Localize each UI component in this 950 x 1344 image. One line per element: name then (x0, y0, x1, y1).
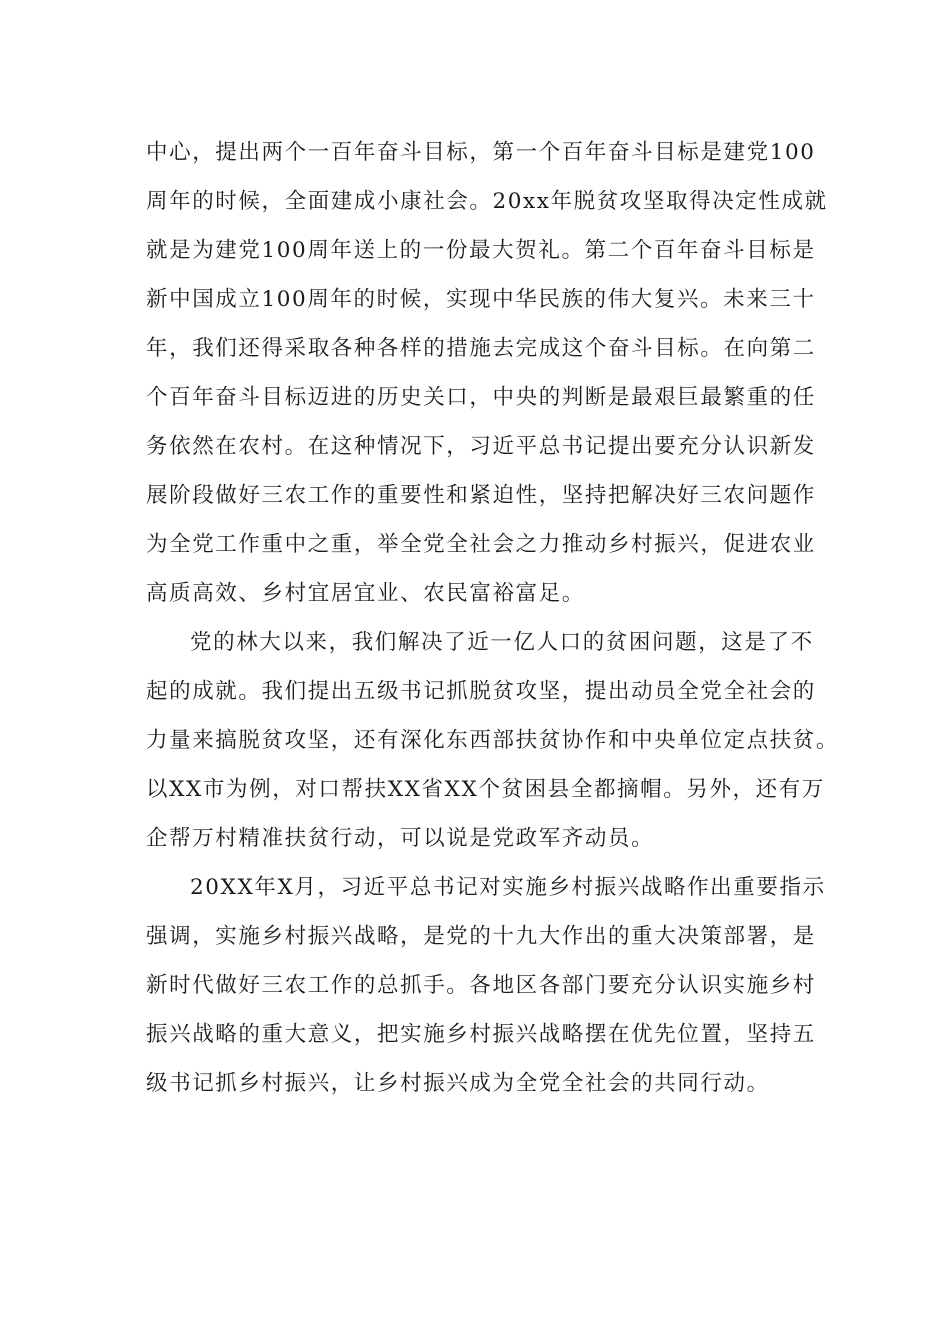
text-line: 20XX年X月，习近平总书记对实施乡村振兴战略作出重要指示 (190, 875, 826, 900)
paragraph-2 (146, 618, 840, 863)
document-body (146, 128, 840, 1108)
text-line: 企帮万村精准扶贫行动，可以说是党政军齐动员。 (146, 826, 655, 851)
text-line: 周年的时候，全面建成小康社会。20xx年脱贫攻坚取得决定性成就 (146, 189, 828, 214)
text-line: 高质高效、乡村宜居宜业、农民富裕富足。 (146, 581, 585, 606)
text-line: 为全党工作重中之重，举全党全社会之力推动乡村振兴，促进农业 (146, 532, 816, 557)
text-line: 个百年奋斗目标迈进的历史关口，中央的判断是最艰巨最繁重的任 (146, 385, 816, 410)
text-line: 新时代做好三农工作的总抓手。各地区各部门要充分认识实施乡村 (146, 973, 816, 998)
text-line: 就是为建党100周年送上的一份最大贺礼。第二个百年奋斗目标是 (146, 238, 816, 263)
text-line: 级书记抓乡村振兴，让乡村振兴成为全党全社会的共同行动。 (146, 1071, 770, 1096)
text-line: 年，我们还得采取各种各样的措施去完成这个奋斗目标。在向第二 (146, 336, 816, 361)
paragraph-1 (146, 128, 828, 618)
text-line: 以XX市为例，对口帮扶XX省XX个贫困县全都摘帽。另外，还有万 (146, 777, 825, 802)
text-line: 振兴战略的重大意义，把实施乡村振兴战略摆在优先位置，坚持五 (146, 1022, 816, 1047)
text-line: 起的成就。我们提出五级书记抓脱贫攻坚，提出动员全党全社会的 (146, 679, 816, 704)
text-line: 新中国成立100周年的时候，实现中华民族的伟大复兴。未来三十 (146, 287, 816, 312)
text-line: 展阶段做好三农工作的重要性和紧迫性，坚持把解决好三农问题作 (146, 483, 816, 508)
text-line: 党的林大以来，我们解决了近一亿人口的贫困问题，这是了不 (190, 630, 814, 655)
text-line: 中心，提出两个一百年奋斗目标，第一个百年奋斗目标是建党100 (146, 140, 816, 165)
text-line: 务依然在农村。在这种情况下，习近平总书记提出要充分认识新发 (146, 434, 816, 459)
text-line: 力量来搞脱贫攻坚，还有深化东西部扶贫协作和中央单位定点扶贫。 (146, 728, 840, 753)
paragraph-3 (146, 863, 826, 1108)
text-line: 强调，实施乡村振兴战略，是党的十九大作出的重大决策部署，是 (146, 924, 816, 949)
